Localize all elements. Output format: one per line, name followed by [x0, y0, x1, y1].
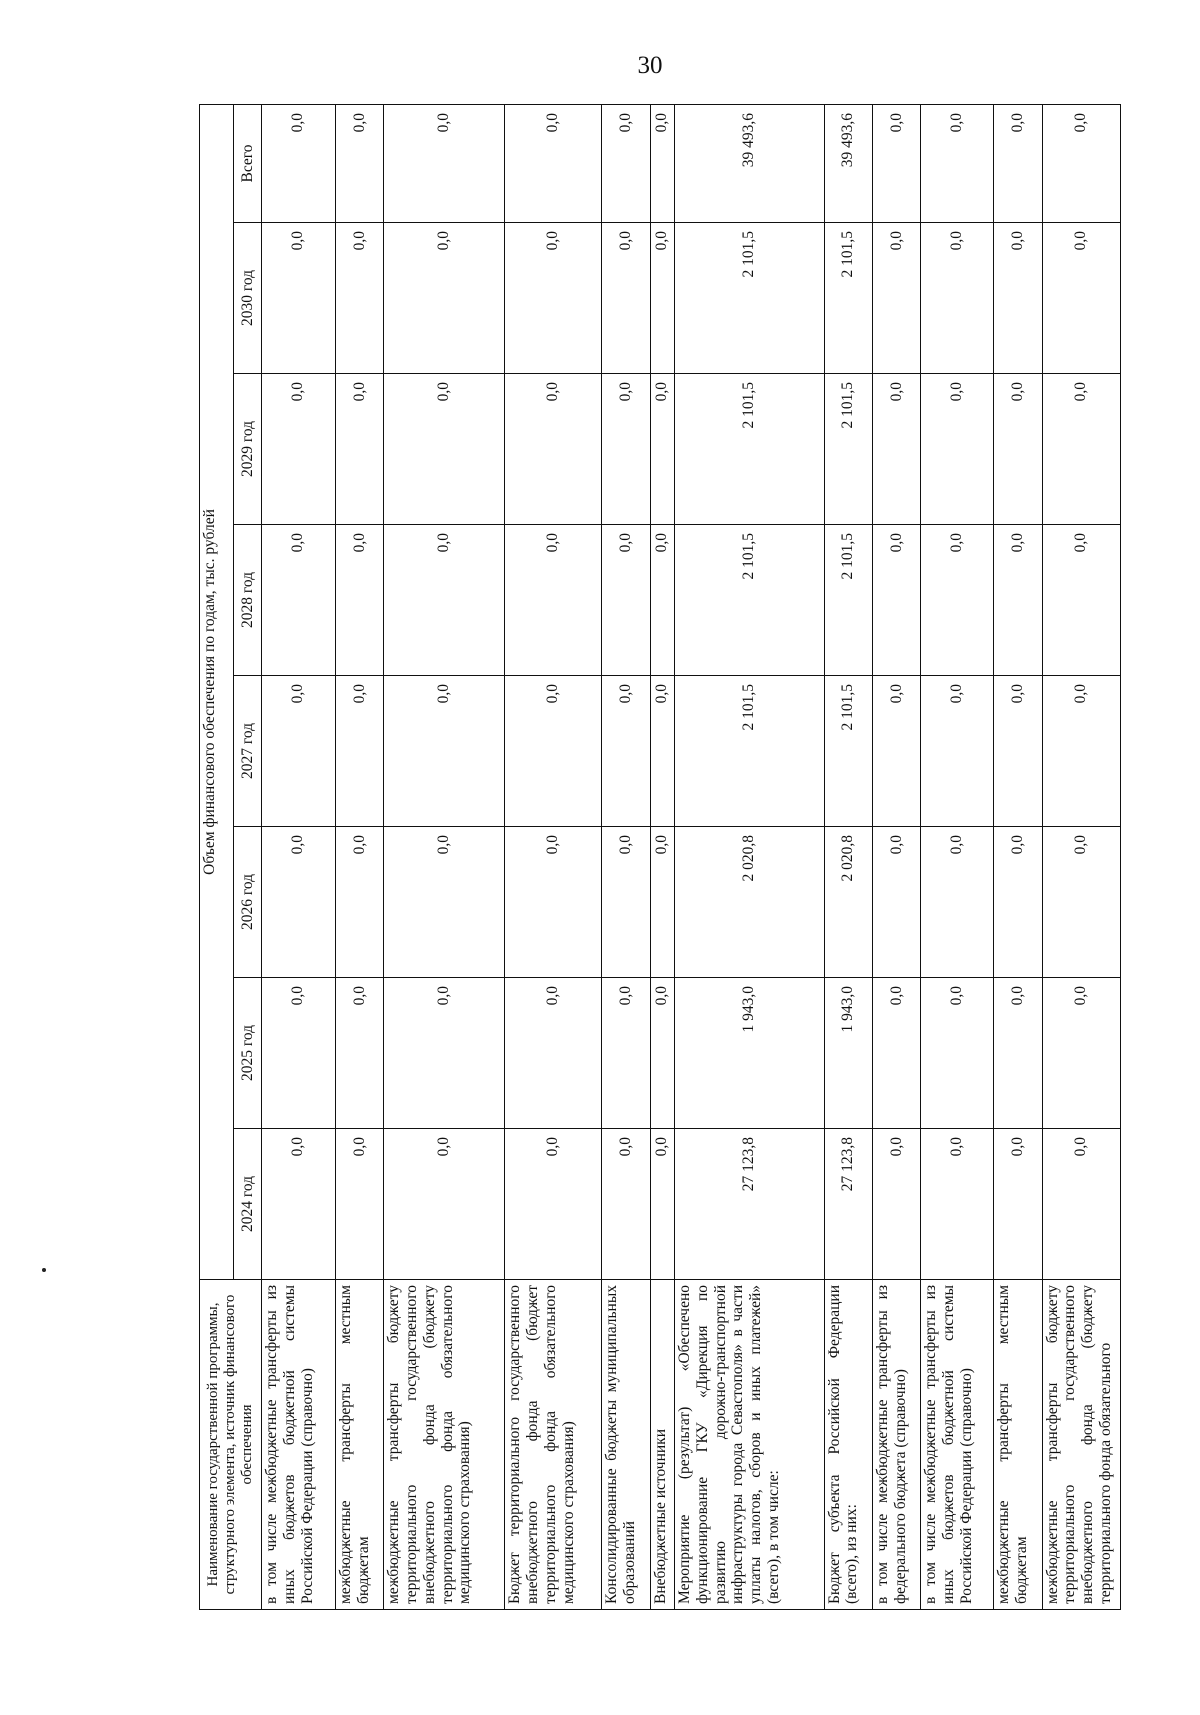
- year-value-cell: 0,0: [262, 525, 336, 676]
- table-row: [873, 105, 921, 1610]
- year-value-cell: 0,0: [602, 223, 650, 374]
- year-value-cell: 0,0: [505, 676, 602, 827]
- year-value-cell: 0,0: [335, 827, 383, 978]
- table-row: [384, 105, 505, 1610]
- year-value-cell: 0,0: [1042, 978, 1120, 1129]
- year-value-cell: 0,0: [994, 978, 1042, 1129]
- year-value-cell: 2 101,5: [674, 223, 824, 374]
- year-value-cell: 0,0: [335, 223, 383, 374]
- row-name-cell: в том числе межбюджетные трансферты из иных бюджетов бюджетной системы Российской Федерации (справочно): [921, 1280, 994, 1610]
- year-value-cell: 0,0: [505, 525, 602, 676]
- row-name-cell: межбюджетные трансферты местным бюджетам: [335, 1280, 383, 1610]
- table-row: [505, 105, 602, 1610]
- year-value-cell: 0,0: [335, 1129, 383, 1280]
- header-name-cell: Наименование государственной программы, структурного элемента, источник финансового обеспечения: [200, 1280, 262, 1610]
- year-value-cell: 0,0: [1042, 374, 1120, 525]
- year-value-cell: 0,0: [873, 827, 921, 978]
- year-value-cell: 0,0: [384, 374, 505, 525]
- year-value-cell: 0,0: [921, 1129, 994, 1280]
- year-value-cell: 0,0: [602, 827, 650, 978]
- year-value-cell: 0,0: [262, 978, 336, 1129]
- year-value-cell: 0,0: [505, 978, 602, 1129]
- year-value-cell: 0,0: [921, 827, 994, 978]
- row-name-cell: Мероприятие (результат) «Обеспечено функционирование ГКУ «Дирекция по развитию дорожно-транспортной инфраструктуры города Севастополя» в части уплаты налогов, сборов и иных платежей» (всего), в том числе:: [674, 1280, 824, 1610]
- total-value-cell: 0,0: [994, 105, 1042, 223]
- year-header: 2028 год: [234, 525, 262, 676]
- year-value-cell: 0,0: [994, 374, 1042, 525]
- row-name-cell: в том числе межбюджетные трансферты из федерального бюджета (справочно): [873, 1280, 921, 1610]
- table-row: [994, 105, 1042, 1610]
- year-value-cell: 0,0: [921, 676, 994, 827]
- year-value-cell: 0,0: [994, 676, 1042, 827]
- year-value-cell: 0,0: [602, 525, 650, 676]
- year-value-cell: 0,0: [505, 223, 602, 374]
- year-value-cell: 0,0: [650, 525, 674, 676]
- total-value-cell: 39 493,6: [674, 105, 824, 223]
- row-name-cell: Внебюджетные источники: [650, 1280, 674, 1610]
- year-value-cell: 0,0: [994, 223, 1042, 374]
- year-value-cell: 0,0: [873, 525, 921, 676]
- year-value-cell: 0,0: [1042, 525, 1120, 676]
- year-header: 2025 год: [234, 978, 262, 1129]
- year-value-cell: 0,0: [602, 978, 650, 1129]
- year-value-cell: 0,0: [384, 978, 505, 1129]
- year-value-cell: 0,0: [335, 374, 383, 525]
- year-value-cell: 1 943,0: [674, 978, 824, 1129]
- year-value-cell: 2 101,5: [674, 525, 824, 676]
- year-value-cell: 0,0: [921, 374, 994, 525]
- year-value-cell: 1 943,0: [824, 978, 872, 1129]
- year-value-cell: 0,0: [650, 1129, 674, 1280]
- year-value-cell: 0,0: [335, 525, 383, 676]
- year-value-cell: 0,0: [335, 676, 383, 827]
- year-value-cell: 27 123,8: [824, 1129, 872, 1280]
- row-name-cell: Бюджет территориального государственного внебюджетного фонда (бюджет территориального фонда обязательного медицинского страхования): [505, 1280, 602, 1610]
- total-value-cell: 0,0: [505, 105, 602, 223]
- year-value-cell: 0,0: [1042, 1129, 1120, 1280]
- financing-table: [199, 104, 1121, 1610]
- year-value-cell: 0,0: [262, 374, 336, 525]
- row-name-cell: межбюджетные трансферты бюджету территориального государственного внебюджетного фонда (бюджету территориального фонда обязательного: [1042, 1280, 1120, 1610]
- year-value-cell: 27 123,8: [674, 1129, 824, 1280]
- year-value-cell: 2 101,5: [824, 223, 872, 374]
- total-value-cell: 0,0: [384, 105, 505, 223]
- year-value-cell: 0,0: [262, 827, 336, 978]
- year-value-cell: 0,0: [994, 1129, 1042, 1280]
- year-value-cell: 0,0: [873, 1129, 921, 1280]
- table-row: [674, 105, 824, 1610]
- row-name-cell: межбюджетные трансферты местным бюджетам: [994, 1280, 1042, 1610]
- year-value-cell: 0,0: [602, 1129, 650, 1280]
- year-header: 2027 год: [234, 676, 262, 827]
- row-name-cell: межбюджетные трансферты бюджету территориального государственного внебюджетного фонда (бюджету территориального фонда обязательного медицинского страхования): [384, 1280, 505, 1610]
- year-value-cell: 2 020,8: [674, 827, 824, 978]
- year-value-cell: 0,0: [505, 374, 602, 525]
- year-value-cell: 0,0: [650, 223, 674, 374]
- year-value-cell: 0,0: [650, 676, 674, 827]
- year-value-cell: 0,0: [873, 978, 921, 1129]
- year-value-cell: 2 101,5: [824, 374, 872, 525]
- table-row: [335, 105, 383, 1610]
- year-header: 2029 год: [234, 374, 262, 525]
- total-value-cell: 0,0: [921, 105, 994, 223]
- total-value-cell: 0,0: [262, 105, 336, 223]
- year-header: 2030 год: [234, 223, 262, 374]
- rotated-table-container: [199, 105, 1121, 1610]
- year-value-cell: 0,0: [602, 374, 650, 525]
- header-group-cell: Объем финансового обеспечения по годам, тыс. рублей: [200, 105, 234, 1280]
- year-value-cell: 0,0: [994, 525, 1042, 676]
- year-value-cell: 2 020,8: [824, 827, 872, 978]
- year-value-cell: 0,0: [262, 676, 336, 827]
- page-number: 30: [637, 52, 663, 79]
- total-value-cell: 0,0: [873, 105, 921, 223]
- year-value-cell: 0,0: [1042, 827, 1120, 978]
- year-value-cell: 2 101,5: [824, 525, 872, 676]
- year-value-cell: 0,0: [650, 374, 674, 525]
- table-row: [921, 105, 994, 1610]
- total-value-cell: 0,0: [650, 105, 674, 223]
- year-value-cell: 0,0: [1042, 676, 1120, 827]
- table-row: [1042, 105, 1120, 1610]
- year-value-cell: 0,0: [994, 827, 1042, 978]
- year-value-cell: 0,0: [384, 525, 505, 676]
- year-value-cell: 0,0: [384, 223, 505, 374]
- year-value-cell: 2 101,5: [674, 676, 824, 827]
- year-value-cell: 0,0: [921, 525, 994, 676]
- year-value-cell: 0,0: [650, 978, 674, 1129]
- total-value-cell: 0,0: [1042, 105, 1120, 223]
- year-value-cell: 0,0: [921, 223, 994, 374]
- scan-speck: [42, 1268, 46, 1272]
- year-value-cell: 0,0: [650, 827, 674, 978]
- year-value-cell: 0,0: [384, 827, 505, 978]
- table-body: [262, 105, 1121, 1610]
- year-value-cell: 0,0: [505, 827, 602, 978]
- table-row: [602, 105, 650, 1610]
- year-value-cell: 0,0: [873, 223, 921, 374]
- year-value-cell: 0,0: [1042, 223, 1120, 374]
- row-name-cell: Бюджет субъекта Российской Федерации (всего), из них:: [824, 1280, 872, 1610]
- year-value-cell: 0,0: [505, 1129, 602, 1280]
- total-value-cell: 0,0: [335, 105, 383, 223]
- total-header: Всего: [234, 105, 262, 223]
- year-value-cell: 0,0: [602, 676, 650, 827]
- table-row: [824, 105, 872, 1610]
- year-header: 2026 год: [234, 827, 262, 978]
- table-row: [650, 105, 674, 1610]
- year-value-cell: 2 101,5: [674, 374, 824, 525]
- total-value-cell: 0,0: [602, 105, 650, 223]
- year-value-cell: 0,0: [873, 676, 921, 827]
- year-header: 2024 год: [234, 1129, 262, 1280]
- year-value-cell: 0,0: [921, 978, 994, 1129]
- year-value-cell: 0,0: [335, 978, 383, 1129]
- total-value-cell: 39 493,6: [824, 105, 872, 223]
- row-name-cell: Консолидированные бюджеты муниципальных образований: [602, 1280, 650, 1610]
- row-name-cell: в том числе межбюджетные трансферты из иных бюджетов бюджетной системы Российской Федерации (справочно): [262, 1280, 336, 1610]
- year-value-cell: 0,0: [262, 223, 336, 374]
- year-value-cell: 0,0: [384, 1129, 505, 1280]
- year-value-cell: 2 101,5: [824, 676, 872, 827]
- year-value-cell: 0,0: [873, 374, 921, 525]
- year-value-cell: 0,0: [262, 1129, 336, 1280]
- table-row: [262, 105, 336, 1610]
- year-value-cell: 0,0: [384, 676, 505, 827]
- header-row-group: [200, 105, 234, 1610]
